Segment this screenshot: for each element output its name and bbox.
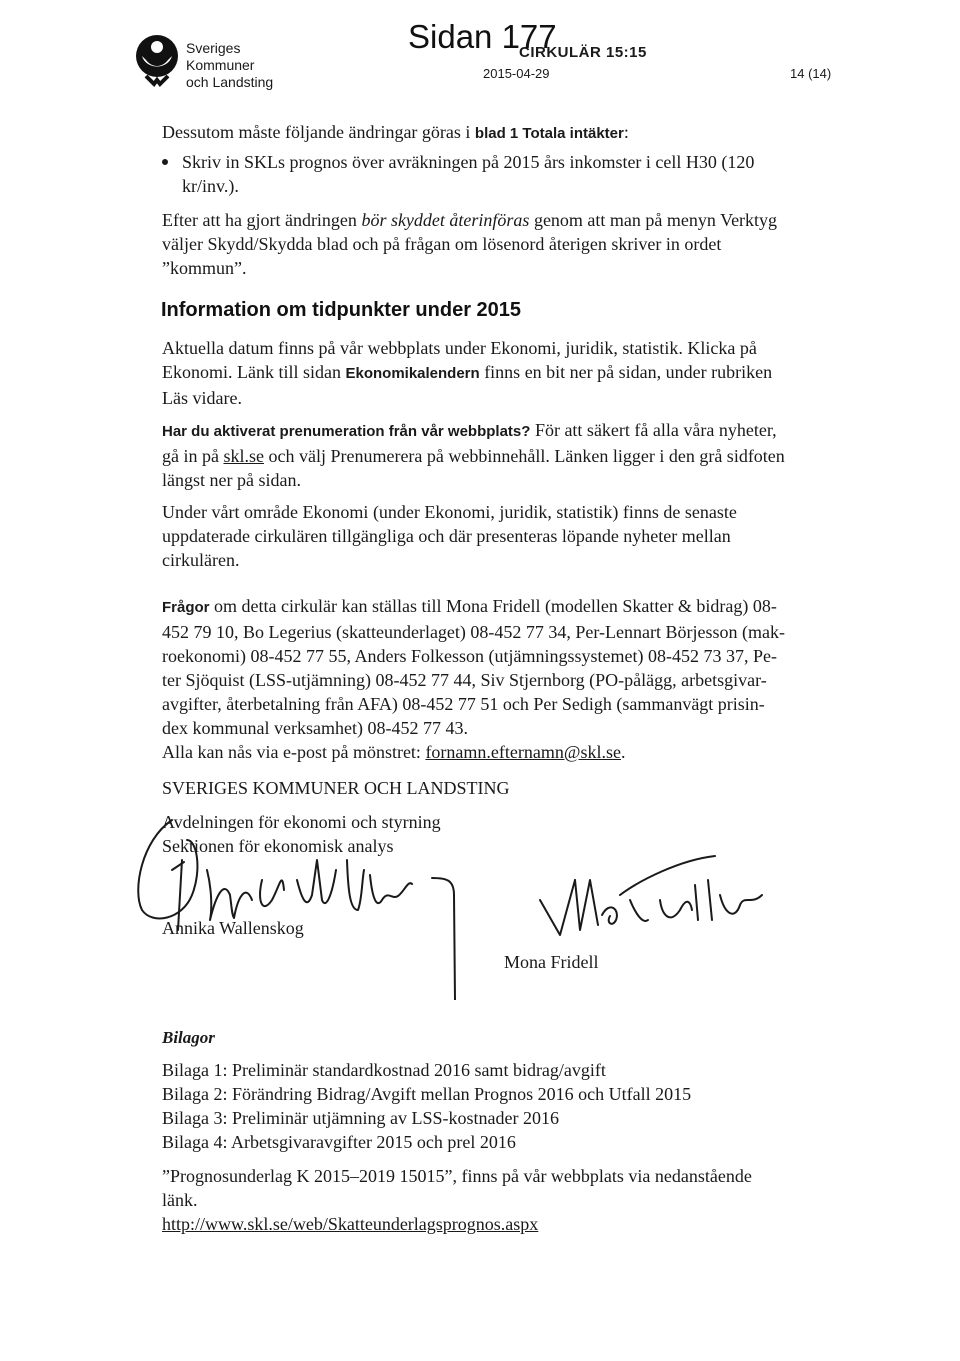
document-date: 2015-04-29 (483, 66, 550, 81)
note-line: länk. (162, 1190, 198, 1210)
para-text: genom att man på menyn Verktyg (529, 210, 778, 230)
logo-wordmark (186, 40, 273, 91)
bullet-line: Skriv in SKLs prognos över avräkningen på 2015 års inkomster i cell H30 (120 (182, 152, 755, 172)
ekonomikalendern-label: Ekonomikalendern (345, 365, 480, 382)
para-text: och välj Prenumerera på webbinnehåll. Länken ligger i den grå sidfoten (263, 446, 785, 466)
para-line: ter Sjöquist (LSS-utjämning) 08-452 77 44, Siv Stjernborg (PO-pålägg, arbetsgivar- (162, 670, 767, 690)
intro-lead-bold: blad 1 Totala intäkter (474, 125, 624, 142)
para-italic: bör skyddet återinföras (361, 210, 530, 230)
skl-logo-icon (132, 32, 182, 93)
signer-name: Annika Wallenskog (162, 918, 304, 938)
attachments-heading: Bilagor (162, 1028, 215, 1047)
document-type: CIRKULÄR 15:15 (519, 44, 647, 61)
intro-lead (162, 120, 629, 146)
para-line: dex kommunal verksamhet) 08-452 77 43. (162, 718, 468, 738)
attachments-list (162, 1058, 862, 1154)
bullet-line: kr/inv.). (182, 176, 239, 196)
org-section: Sektionen för ekonomisk analys (162, 836, 394, 856)
intro-lead-end: : (623, 122, 629, 142)
email-pattern-link[interactable]: fornamn.efternamn@skl.se (425, 742, 621, 762)
contact-paragraph (162, 594, 852, 764)
attachments-note (162, 1164, 862, 1236)
intro-bullet (182, 150, 842, 198)
para-line: Läs vidare. (162, 388, 242, 408)
logo-line: Sveriges (186, 40, 241, 56)
page-count: 14 (14) (790, 66, 832, 81)
intro-paragraph (162, 208, 842, 280)
bullet-icon (162, 159, 168, 165)
signer-name: Mona Fridell (504, 952, 599, 972)
section-paragraph-3 (162, 500, 842, 572)
para-line: Aktuella datum finns på vår webbplats under Ekonomi, juridik, statistik. Klicka på (162, 338, 757, 358)
attachment-item: Bilaga 1: Preliminär standardkostnad 2016 samt bidrag/avgift (162, 1060, 606, 1080)
para-line: Under vårt område Ekonomi (under Ekonomi, juridik, statistik) finns de senaste (162, 502, 737, 522)
para-text: om detta cirkulär kan ställas till Mona Fridell (modellen Skatter & bidrag) 08- (209, 596, 777, 616)
section-heading: Information om tidpunkter under 2015 (161, 299, 522, 321)
para-text: . (620, 742, 626, 762)
para-text: Alla kan nås via e-post på mönstret: (162, 742, 426, 762)
subscription-question: Har du aktiverat prenumeration från vår webbplats? (162, 423, 531, 440)
org-department: Avdelningen för ekonomi och styrning (162, 812, 441, 832)
org-name: SVERIGES KOMMUNER OCH LANDSTING (162, 778, 510, 798)
para-line: väljer Skydd/Skydda blad och på frågan om lösenord återigen skriver in ordet (162, 234, 722, 254)
prognosis-url-link[interactable]: http://www.skl.se/web/Skatteunderlagsprognos.aspx (162, 1214, 539, 1234)
para-line: längst ner på sidan. (162, 470, 301, 490)
para-line: roekonomi) 08-452 77 55, Anders Folkesson (utjämningssystemet) 08-452 73 37, Pe- (162, 646, 777, 666)
section-paragraph-2 (162, 418, 842, 492)
note-line: ”Prognosunderlag K 2015–2019 15015”, finns på vår webbplats via nedanstående (162, 1166, 752, 1186)
section-paragraph-1 (162, 336, 842, 410)
para-text: gå in på (162, 446, 224, 466)
para-line: 452 79 10, Bo Legerius (skatteunderlaget) 08-452 77 34, Per-Lennart Börjesson (mak- (162, 622, 785, 642)
attachment-item: Bilaga 4: Arbetsgivaravgifter 2015 och prel 2016 (162, 1132, 516, 1152)
intro-lead-text: Dessutom måste följande ändringar göras i (162, 122, 475, 142)
para-line: cirkulären. (162, 550, 240, 570)
para-text: För att säkert få alla våra nyheter, (530, 420, 777, 440)
logo-line: och Landsting (186, 74, 274, 90)
attachment-item: Bilaga 2: Förändring Bidrag/Avgift mellan Prognos 2016 och Utfall 2015 (162, 1084, 692, 1104)
signature-annika-icon (112, 800, 472, 1005)
para-line: uppdaterade cirkulären tillgängliga och där presenteras löpande nyheter mellan (162, 526, 731, 546)
para-text: Efter att ha gjort ändringen (162, 210, 362, 230)
para-text: finns en bit ner på sidan, under rubriken (479, 362, 773, 382)
attachment-item: Bilaga 3: Preliminär utjämning av LSS-kostnader 2016 (162, 1108, 559, 1128)
para-text: Ekonomi. Länk till sidan (162, 362, 346, 382)
signature-mona-icon (530, 840, 790, 955)
skl-link[interactable]: skl.se (223, 446, 264, 466)
para-line: ”kommun”. (162, 258, 247, 278)
page-number-overlay: Sidan 177 (408, 18, 557, 55)
para-line: avgifter, återbetalning från AFA) 08-452 77 51 och Per Sedigh (sammanvägt prisin- (162, 694, 765, 714)
logo-line: Kommuner (186, 57, 255, 73)
questions-label: Frågor (162, 599, 210, 616)
